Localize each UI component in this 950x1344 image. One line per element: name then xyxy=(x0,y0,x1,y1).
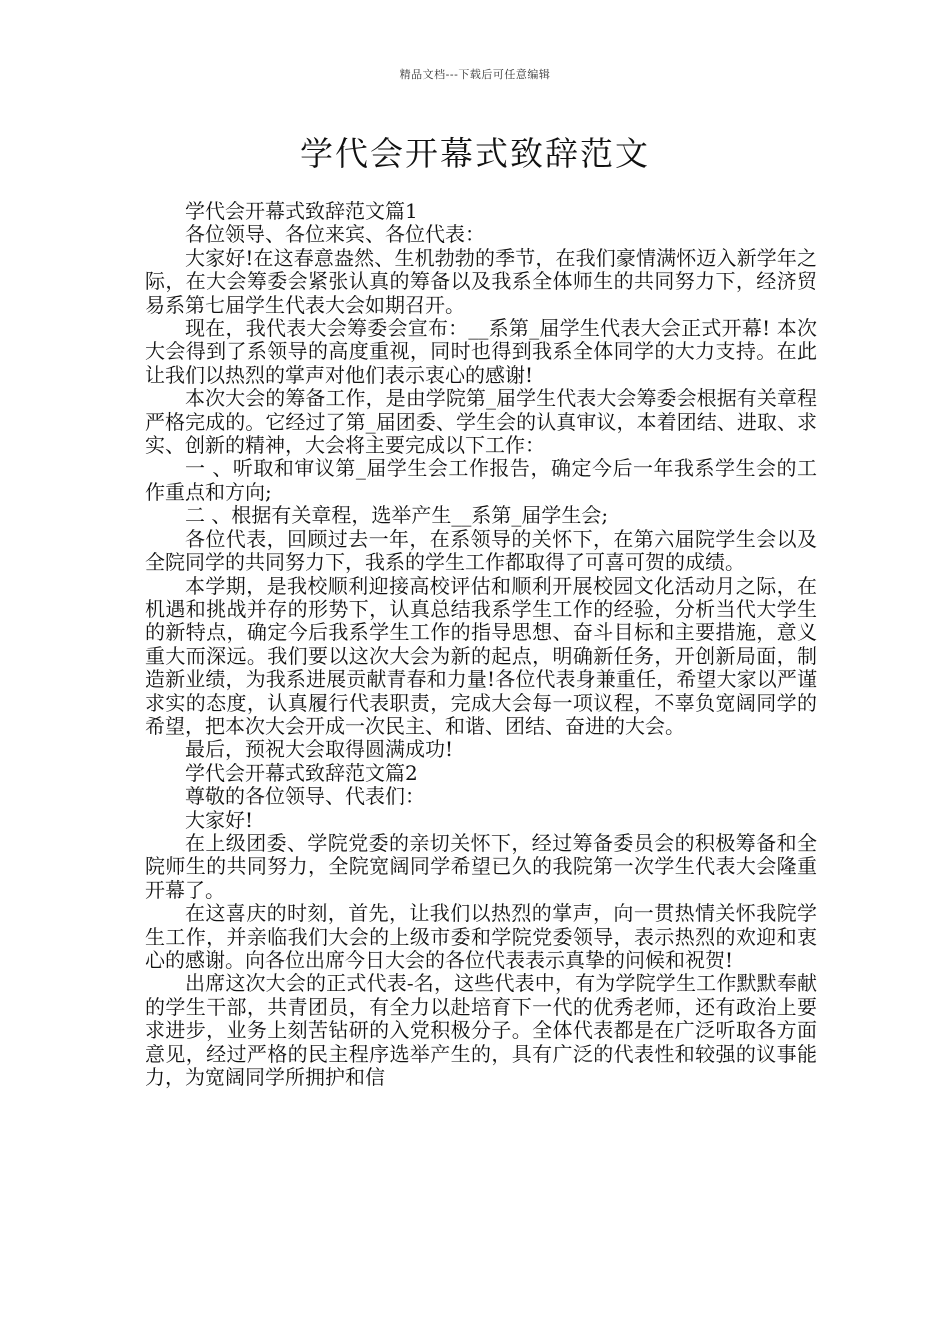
agenda-item-1: 一 、听取和审议第_届学生会工作报告，确定今后一年我系学生会的工作重点和方向; xyxy=(145,456,817,504)
section-heading-2: 学代会开幕式致辞范文篇2 xyxy=(185,760,418,785)
body-paragraph: 现在，我代表大会筹委会宣布：__系第_届学生代表大会正式开幕! 本次大会得到了系领导的高度重视，同时也得到我系全体同学的大力支持。在此让我们以热烈的掌声对他们表示衷心的感谢! xyxy=(145,316,817,387)
document-body xyxy=(145,200,817,1089)
salutation-1: 各位领导、各位来宾、各位代表： xyxy=(185,222,485,247)
salutation-2: 尊敬的各位领导、代表们： xyxy=(185,784,425,809)
section-heading-1: 学代会开幕式致辞范文篇1 xyxy=(185,199,418,223)
body-paragraph: 在上级团委、学院党委的亲切关怀下，经过筹备委员会的积极筹备和全院师生的共同努力，全院宽阔同学希望已久的我院第一次学生代表大会隆重开幕了。 xyxy=(145,830,817,902)
greeting: 大家好! xyxy=(185,807,254,832)
document-title: 学代会开幕式致辞范文 xyxy=(300,134,650,173)
body-paragraph: 各位代表，回顾过去一年，在系领导的关怀下，在第六届院学生会以及全院同学的共同努力下，我系的学生工作都取得了可喜可贺的成绩。 xyxy=(145,526,817,575)
body-paragraph: 出席这次大会的正式代表-名，这些代表中，有为学院学生工作默默奉献的学生干部，共青团员，有全力以赴培育下一代的优秀老师，还有政治上要求进步，业务上刻苦钻研的入党积极分子。全体代表都是在广泛听取各方面意见，经过严格的民主程序选举产生的，具有广泛的代表性和较强的议事能力，为宽阔同学所拥护和信 xyxy=(145,971,817,1090)
body-paragraph: 本次大会的筹备工作，是由学院第_届学生代表大会筹委会根据有关章程严格完成的。它经过了第_届团委、学生会的认真审议，本着团结、进取、求实、创新的精神，大会将主要完成以下工作： xyxy=(145,386,817,458)
body-paragraph: 大家好!在这春意盎然、生机勃勃的季节，在我们豪情满怀迈入新学年之际，在大会筹委会紧张认真的筹备以及我系全体师生的共同努力下，经济贸易系第七届学生代表大会如期召开。 xyxy=(145,245,817,317)
closing-line: 最后，预祝大会取得圆满成功! xyxy=(185,737,454,762)
agenda-item-2: 二 、根据有关章程，选举产生__系第_届学生会; xyxy=(185,503,609,528)
page-header-note: 精品文档---下载后可任意编辑 xyxy=(399,68,551,81)
body-paragraph: 在这喜庆的时刻，首先，让我们以热烈的掌声，向一贯热情关怀我院学生工作，并亲临我们大会的上级市委和学院党委领导，表示热烈的欢迎和衷心的感谢。向各位出席今日大会的各位代表表示真挚的问候和祝贺! xyxy=(145,901,817,972)
body-paragraph: 本学期，是我校顺利迎接高校评估和顺利开展校园文化活动月之际，在机遇和挑战并存的形势下，认真总结我系学生工作的经验，分析当代大学生的新特点，确定今后我系学生工作的指导思想、奋斗目标和主要措施，意义重大而深远。我们要以这次大会为新的起点，明确新任务，开创新局面，制造新业绩，为我系进展贡献青春和力量!各位代表身兼重任，希望大家以严谨求实的态度，认真履行代表职责，完成大会每一项议程，不辜负宽阔同学的希望，把本次大会开成一次民主、和谐、团结、奋进的大会。 xyxy=(145,573,817,738)
